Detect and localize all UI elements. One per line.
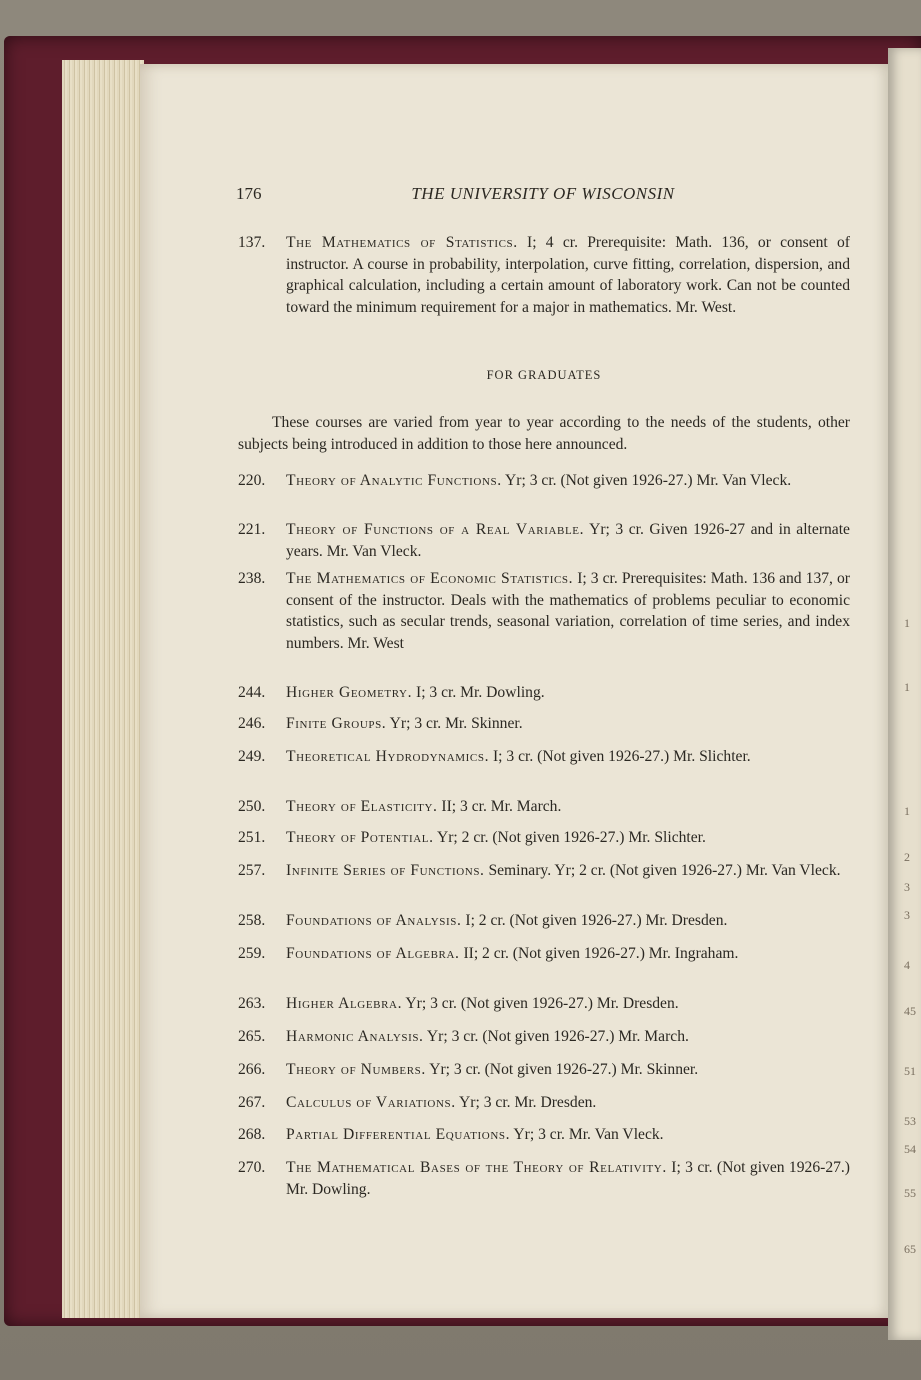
course-entry: [238, 232, 850, 318]
course-details: I; 3 cr. Prerequisites: Math. 136 and 137, or consent of the instructor. Deals with the mathematics of problems peculiar to economic statistics, such as secular trends, seasonal variation, correlation of time series, and index numbers. Mr. West: [286, 570, 850, 652]
course-title: Infinite Series of Functions.: [286, 862, 485, 879]
course-title: Theory of Numbers.: [286, 1061, 426, 1078]
course-entry: [238, 568, 850, 654]
facing-fragment: 55: [904, 1186, 916, 1200]
course-details: I; 3 cr. (Not given 1926-27.) Mr. Dowling.: [286, 1159, 851, 1198]
facing-fragment: 1: [904, 680, 910, 694]
page-number: 176: [236, 184, 262, 203]
facing-fragment: 65: [904, 1242, 916, 1256]
course-number: 238.: [238, 570, 266, 587]
course-details: Yr; 3 cr. Mr. Dresden.: [459, 1094, 597, 1111]
course-title: Harmonic Analysis.: [286, 1028, 424, 1045]
course-number: 221.: [238, 521, 266, 538]
course-number: 137.: [238, 234, 266, 251]
page-header: [236, 184, 850, 210]
course-entry: [238, 1157, 850, 1200]
course-details: Yr; 3 cr. (Not given 1926-27.) Mr. Dresden.: [405, 995, 679, 1012]
facing-fragment: 1: [904, 804, 910, 818]
course-details: I; 2 cr. (Not given 1926-27.) Mr. Dresden.: [465, 912, 728, 929]
course-number: 251.: [238, 829, 266, 846]
course-details: Yr; 2 cr. (Not given 1926-27.) Mr. Slichter.: [436, 829, 706, 846]
course-details: I; 3 cr. Mr. Dowling.: [416, 684, 545, 701]
course-entry: [238, 827, 850, 849]
course-entry: [238, 746, 850, 768]
course-details: I; 3 cr. (Not given 1926-27.) Mr. Slichter.: [492, 748, 751, 765]
course-number: 263.: [238, 995, 266, 1012]
course-number: 244.: [238, 684, 266, 701]
course-title: The Mathematical Bases of the Theory of Relativity.: [286, 1159, 667, 1176]
course-entry: [238, 1092, 850, 1114]
course-entry: [238, 519, 850, 562]
course-number: 258.: [238, 912, 266, 929]
facing-fragment: 3: [904, 880, 910, 894]
course-number: 220.: [238, 472, 266, 489]
course-details: I; 4 cr. Prerequisite: Math. 136, or consent of instructor. A course in probability, interpolation, curve fitting, correlation, dispersion, and graphical calculation, including a certain amount of laboratory work. Can not be counted toward the minimum requirement for a major in mathematics. Mr. West.: [286, 234, 850, 316]
course-details: Yr; 3 cr. (Not given 1926-27.) Mr. March.: [426, 1028, 689, 1045]
course-entry: [238, 682, 850, 704]
course-number: 250.: [238, 798, 266, 815]
facing-fragment: 4: [904, 958, 910, 972]
course-entry: [238, 1059, 850, 1081]
facing-fragment: 2: [904, 850, 910, 864]
course-number: 257.: [238, 862, 266, 879]
course-title: Foundations of Algebra.: [286, 945, 460, 962]
course-title: Calculus of Variations.: [286, 1094, 456, 1111]
facing-fragment: 54: [904, 1142, 916, 1156]
course-entry: [238, 860, 850, 882]
course-title: Theory of Potential.: [286, 829, 434, 846]
facing-fragment: 1: [904, 616, 910, 630]
section-heading: FOR GRADUATES: [486, 368, 602, 382]
course-entry: [238, 796, 850, 818]
course-title: The Mathematics of Economic Statistics.: [286, 570, 574, 587]
course-title: Finite Groups.: [286, 715, 387, 732]
course-title: Partial Differential Equations.: [286, 1126, 511, 1143]
course-title: Theory of Analytic Functions.: [286, 472, 502, 489]
course-details: Yr; 3 cr. Mr. Skinner.: [389, 715, 523, 732]
course-entry: [238, 1124, 850, 1146]
course-number: 268.: [238, 1126, 266, 1143]
course-number: 249.: [238, 748, 266, 765]
course-title: Higher Geometry.: [286, 684, 413, 701]
course-number: 265.: [238, 1028, 266, 1045]
course-details: Yr; 3 cr. (Not given 1926-27.) Mr. Van Vleck.: [505, 472, 792, 489]
course-details: II; 3 cr. Mr. March.: [441, 798, 562, 815]
facing-fragment: 3: [904, 908, 910, 922]
course-title: Theoretical Hydrodynamics.: [286, 748, 490, 765]
course-entry: [238, 713, 850, 735]
course-title: Foundations of Analysis.: [286, 912, 462, 929]
course-title: Theory of Functions of a Real Variable.: [286, 521, 585, 538]
course-number: 270.: [238, 1159, 266, 1176]
course-entry: [238, 1026, 850, 1048]
course-details: Yr; 3 cr. Given 1926-27 and in alternate years. Mr. Van Vleck.: [286, 521, 850, 560]
running-title: THE UNIVERSITY OF WISCONSIN: [411, 184, 675, 203]
facing-fragment: 51: [904, 1064, 916, 1078]
course-number: 266.: [238, 1061, 266, 1078]
course-details: Seminary. Yr; 2 cr. (Not given 1926-27.) Mr. Van Vleck.: [488, 862, 841, 879]
course-entry: [238, 993, 850, 1015]
course-details: II; 2 cr. (Not given 1926-27.) Mr. Ingraham.: [463, 945, 739, 962]
course-details: Yr; 3 cr. Mr. Van Vleck.: [513, 1126, 664, 1143]
course-entry: [238, 943, 850, 965]
course-number: 259.: [238, 945, 266, 962]
facing-fragment: 53: [904, 1114, 916, 1128]
course-entry: [238, 470, 850, 492]
course-title: Higher Algebra.: [286, 995, 403, 1012]
section-intro: These courses are varied from year to year according to the needs of the students, other subjects being introduced in addition to those here announced.: [238, 414, 850, 453]
course-title: The Mathematics of Statistics.: [286, 234, 518, 251]
facing-fragment: 45: [904, 1004, 916, 1018]
course-title: Theory of Elasticity.: [286, 798, 438, 815]
course-details: Yr; 3 cr. (Not given 1926-27.) Mr. Skinner.: [429, 1061, 699, 1078]
course-number: 246.: [238, 715, 266, 732]
course-number: 267.: [238, 1094, 266, 1111]
course-entry: [238, 910, 850, 932]
